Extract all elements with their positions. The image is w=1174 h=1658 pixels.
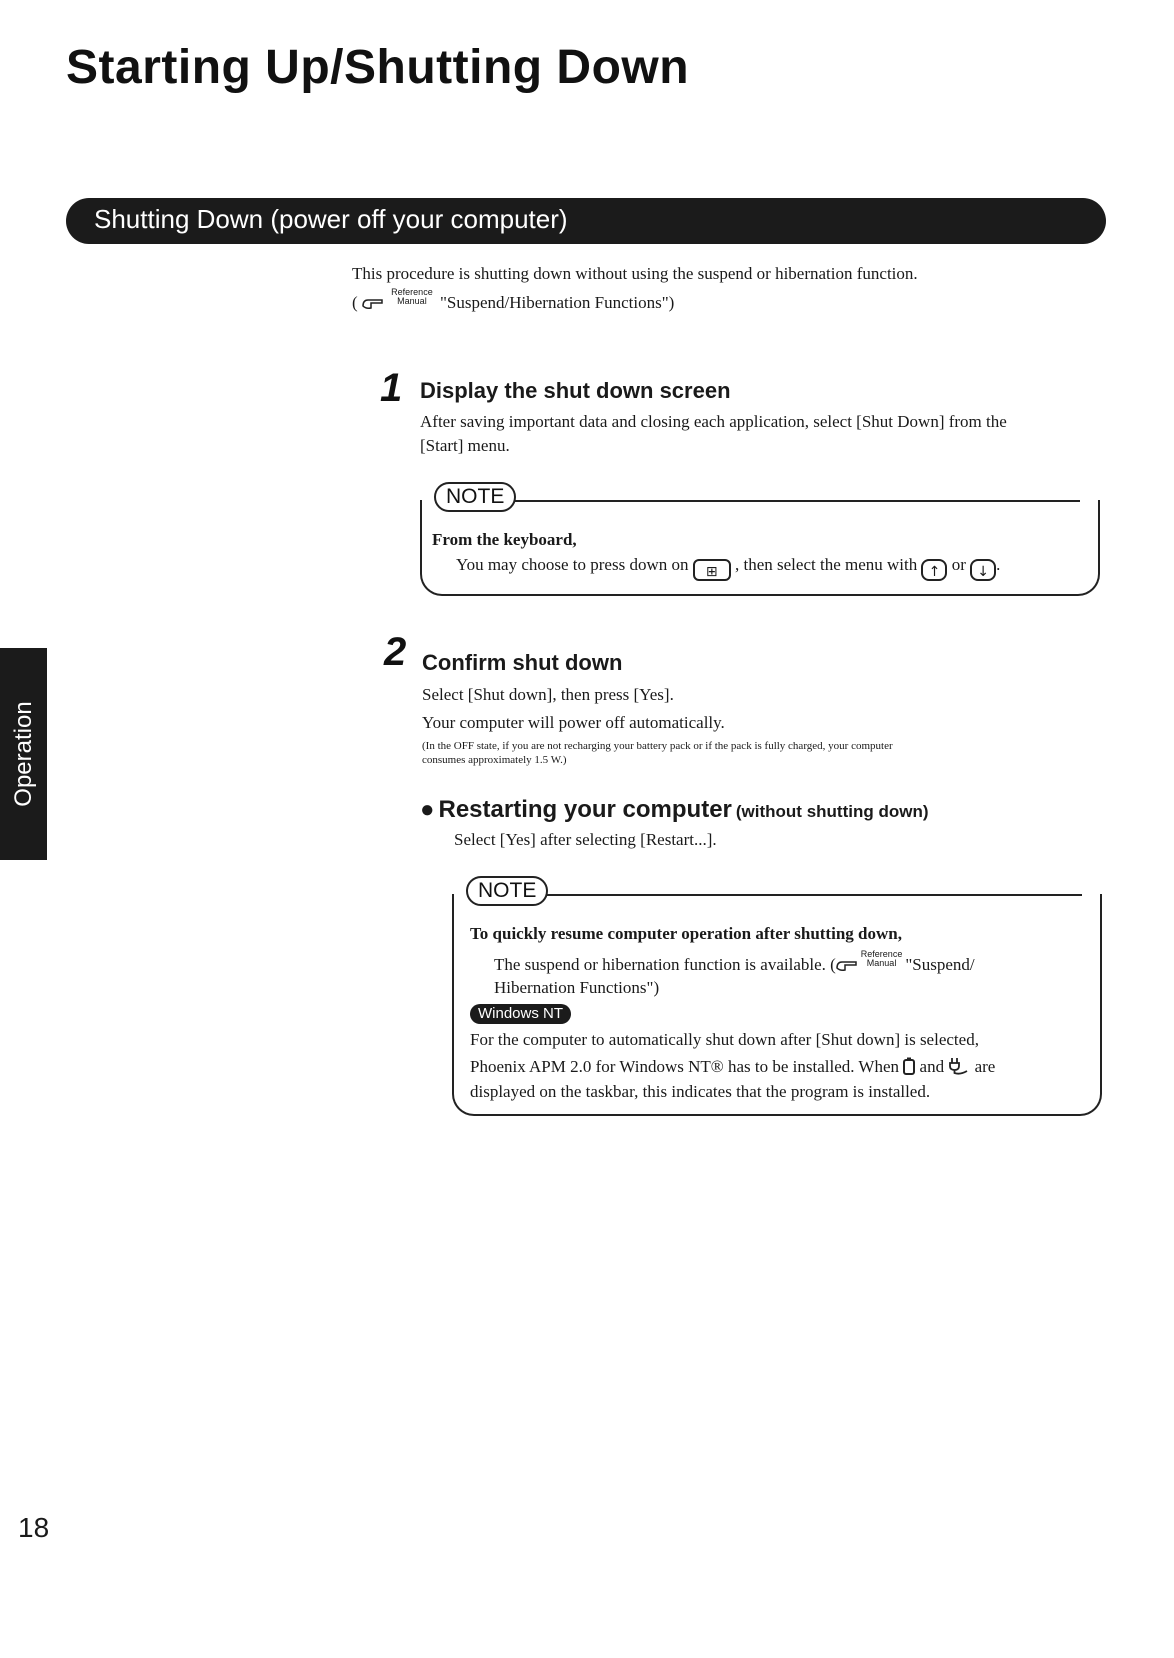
step-2-small-line2: consumes approximately 1.5 W.): [422, 754, 567, 766]
reference-manual-tag: [391, 288, 433, 306]
intro-text: This procedure is shutting down without using the suspend or hibernation function.: [352, 264, 918, 283]
ref-tag-bottom: Manual: [397, 296, 427, 306]
note-1-text-a: You may choose to press down on: [456, 555, 689, 574]
bullet-icon: ●: [420, 796, 435, 823]
battery-icon: [903, 1057, 915, 1075]
step-2-line1: Select [Shut down], then press [Yes].: [422, 685, 674, 704]
note-2-badge: NOTE: [466, 876, 548, 906]
section-heading: Shutting Down (power off your computer): [94, 204, 568, 234]
note-2-line2: Hibernation Functions"): [494, 978, 660, 997]
note-1-text-end: .: [996, 555, 1001, 574]
note-2-para-line3: displayed on the taskbar, this indicates that the program is installed.: [470, 1082, 931, 1101]
note-2-heading: To quickly resume computer operation after shutting down,: [470, 924, 902, 943]
note-2-para-line1: For the computer to automatically shut down after [Shut down] is selected,: [470, 1030, 979, 1049]
ref-open: (: [352, 293, 358, 312]
step-1-body-line1: After saving important data and closing each application, select [Shut Down] from the: [420, 412, 1007, 431]
step-1-number: 1: [380, 366, 403, 410]
ref-tag-top: Reference: [860, 949, 903, 959]
restart-title: Restarting your computer: [438, 796, 732, 823]
pointing-hand-icon: [362, 296, 384, 310]
note-2-para-line2-a: Phoenix APM 2.0 for Windows NT® has to be installed. When: [470, 1057, 900, 1076]
power-plug-icon: [948, 1056, 970, 1076]
note-1-heading: From the keyboard,: [432, 530, 577, 549]
page-number: 18: [18, 1512, 50, 1543]
ref-tag-top: Reference: [391, 287, 433, 297]
step-2-title: Confirm shut down: [422, 650, 623, 675]
step-2-number: 2: [384, 630, 407, 674]
ref-tag-bottom: Manual: [866, 958, 897, 968]
note-1-text: [456, 553, 1000, 581]
note-2-line1-text: The suspend or hibernation function is available. (: [494, 955, 836, 974]
reference-manual-tag: [861, 950, 903, 968]
windows-key-icon: ⊞: [693, 559, 731, 581]
page-title: Starting Up/Shutting Down: [66, 41, 690, 94]
step-2-small-line1: (In the OFF state, if you are not recharging your battery pack or if the pack is fully charged, your computer: [422, 740, 893, 752]
note-1-text-or: or: [951, 555, 966, 574]
ref-text: "Suspend/Hibernation Functions"): [439, 293, 675, 312]
step-1-title: Display the shut down screen: [420, 378, 731, 403]
restart-heading: [420, 796, 929, 824]
restart-title-suffix: (without shutting down): [735, 802, 929, 821]
note-2-para-line2-and: and: [919, 1057, 945, 1076]
note-2-para-line2-b: are: [974, 1057, 996, 1076]
intro-reference: [352, 288, 674, 315]
section-heading-banner: [66, 198, 1106, 244]
note-1-text-b: , then select the menu with: [735, 555, 918, 574]
note-2-line1-end: "Suspend/: [905, 955, 975, 974]
pointing-hand-icon: [836, 958, 858, 972]
side-tab: [0, 648, 47, 860]
side-tab-label: Operation: [9, 701, 37, 807]
note-1-badge: NOTE: [434, 482, 516, 512]
note-2-para-line2: [470, 1055, 995, 1079]
up-arrow-key-icon: ↑: [921, 559, 947, 581]
down-arrow-key-icon: ↓: [970, 559, 996, 581]
note-2-line1: [494, 950, 975, 977]
step-1-body-line2: [Start] menu.: [420, 436, 510, 455]
step-2-line2: Your computer will power off automatically.: [422, 713, 725, 732]
windows-nt-badge-label: Windows NT: [470, 1004, 571, 1024]
windows-nt-badge: [470, 1004, 571, 1024]
restart-body: Select [Yes] after selecting [Restart...].: [454, 830, 717, 849]
